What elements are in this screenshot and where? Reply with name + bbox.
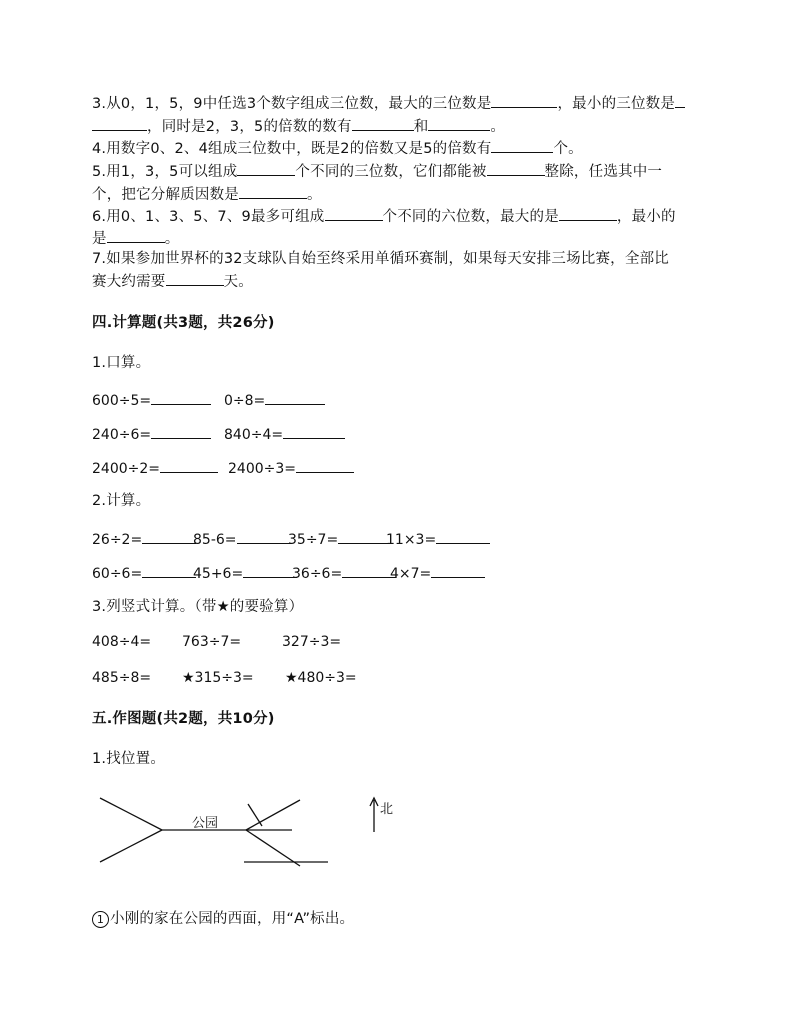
q6-line2: 是 。 [92, 227, 179, 250]
answer-blank[interactable] [559, 205, 617, 221]
calc-item: 840÷4= [224, 424, 345, 445]
calc-item: 240÷6= [92, 424, 211, 445]
q5-line2: 个，把它分解质因数是 。 [92, 183, 322, 206]
section4-q3-title: 3.列竖式计算。（带★的要验算） [92, 599, 304, 615]
answer-blank[interactable] [436, 529, 490, 544]
calc-item: 485÷8= [92, 670, 152, 686]
calc-item: 35÷7= [288, 529, 392, 550]
section4-heading: 四.计算题(共3题，共26分) [92, 315, 275, 331]
answer-blank[interactable] [160, 458, 218, 473]
calc-item: 600÷5= [92, 390, 211, 411]
calc-item: 45+6= [193, 563, 297, 584]
calc-item: 0÷8= [224, 390, 325, 411]
circled-number: 1 [92, 911, 109, 928]
q6-line1: 6.用0、1、3、5、7、9最多可组成 个不同的六位数，最大的是 ，最小的 [92, 205, 676, 228]
roads [100, 798, 328, 866]
answer-blank[interactable] [487, 160, 545, 176]
calc-item: 60÷6= [92, 563, 196, 584]
answer-blank[interactable] [283, 424, 345, 439]
north-arrow-icon [370, 798, 378, 832]
answer-blank[interactable] [296, 458, 354, 473]
answer-blank[interactable] [142, 563, 196, 578]
answer-blank[interactable] [428, 115, 490, 131]
answer-blank[interactable] [338, 529, 392, 544]
answer-blank[interactable] [243, 563, 297, 578]
north-label: 北 [380, 802, 394, 817]
calc-item: 327÷3= [282, 634, 342, 650]
calc-item: 2400÷3= [228, 458, 354, 479]
calc-item: ★315÷3= [182, 670, 254, 686]
calc-item: 408÷4= [92, 634, 152, 650]
calc-item: 4×7= [390, 563, 485, 584]
calc-item: 2400÷2= [92, 458, 218, 479]
section4-q2-title: 2.计算。 [92, 493, 151, 509]
sub-question-1: 1 小刚的家在公园的西面，用“A”标出。 [92, 908, 354, 930]
answer-blank[interactable] [92, 115, 147, 131]
calc-item: 26÷2= [92, 529, 196, 550]
q4-line: 4.用数字0、2、4组成三位数中，既是2的倍数又是5的倍数有 个。 [92, 137, 583, 160]
answer-blank[interactable] [352, 115, 414, 131]
answer-blank[interactable] [491, 137, 553, 153]
answer-blank[interactable] [675, 92, 685, 108]
answer-blank[interactable] [237, 160, 295, 176]
answer-blank[interactable] [265, 390, 325, 405]
section5-q1-title: 1.找位置。 [92, 751, 166, 767]
park-label: 公园 [192, 816, 219, 831]
answer-blank[interactable] [342, 563, 396, 578]
q7-line2: 赛大约需要 天。 [92, 270, 253, 293]
calc-item: 36÷6= [292, 563, 396, 584]
section5-heading: 五.作图题(共2题，共10分) [92, 711, 275, 727]
calc-item: ★480÷3= [285, 670, 357, 686]
section4-q1-title: 1.口算。 [92, 355, 151, 371]
calc-item: 763÷7= [182, 634, 242, 650]
calc-item: 11×3= [386, 529, 490, 550]
q3-line2: ，同时是2，3，5的倍数的数有 和 。 [92, 115, 505, 138]
calc-item: 85-6= [193, 529, 291, 550]
answer-blank[interactable] [431, 563, 485, 578]
answer-blank[interactable] [107, 227, 165, 243]
answer-blank[interactable] [325, 205, 383, 221]
answer-blank[interactable] [491, 92, 557, 108]
answer-blank[interactable] [142, 529, 196, 544]
q7-line1: 7.如果参加世界杯的32支球队自始至终采用单循环赛制，如果每天安排三场比赛，全部比 [92, 251, 669, 267]
answer-blank[interactable] [237, 529, 291, 544]
answer-blank[interactable] [239, 183, 307, 199]
q5-line1: 5.用1，3，5可以组成 个不同的三位数，它们都能被 整除，任选其中一 [92, 160, 662, 183]
location-map[interactable] [96, 790, 416, 876]
answer-blank[interactable] [151, 424, 211, 439]
answer-blank[interactable] [151, 390, 211, 405]
q3-line1: 3.从0，1，5，9中任选3个数字组成三位数，最大的三位数是 ，最小的三位数是 [92, 92, 685, 115]
answer-blank[interactable] [166, 270, 224, 286]
